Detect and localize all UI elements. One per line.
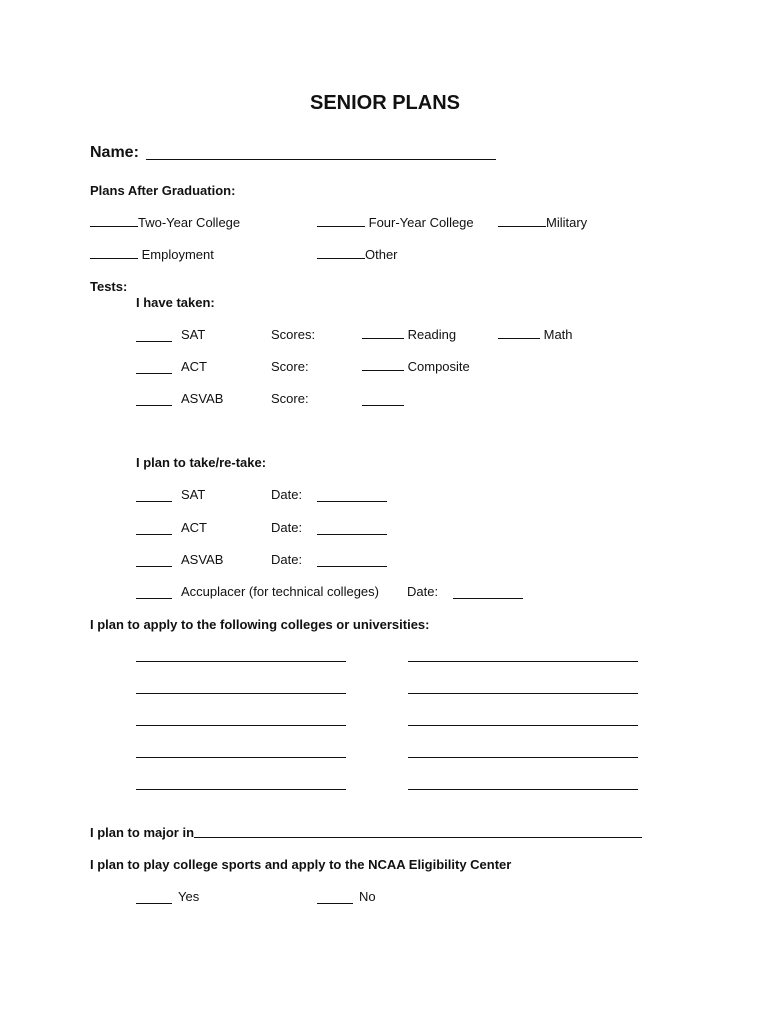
- act-plan-label: ACT: [181, 520, 207, 535]
- college-line-9[interactable]: [136, 789, 346, 790]
- act-date-blank[interactable]: [317, 523, 387, 535]
- composite-blank[interactable]: [362, 359, 404, 371]
- sat-date-blank[interactable]: [317, 490, 387, 502]
- asvab-score-blank[interactable]: [362, 394, 404, 406]
- asvab-score-label: Score:: [271, 391, 309, 406]
- major-field[interactable]: [194, 837, 642, 838]
- accuplacer-date-blank[interactable]: [453, 587, 523, 599]
- option-employment: [90, 247, 214, 262]
- sat-plan-blank[interactable]: [136, 490, 172, 502]
- two-year-label: Two-Year College: [138, 215, 241, 230]
- sat-scores-label: Scores:: [271, 327, 316, 342]
- accuplacer-plan-blank[interactable]: [136, 587, 172, 599]
- yes-label: Yes: [178, 889, 200, 904]
- employment-label: Employment: [141, 247, 214, 262]
- college-line-2[interactable]: [408, 661, 638, 662]
- college-line-4[interactable]: [408, 693, 638, 694]
- four-year-blank[interactable]: [317, 215, 365, 227]
- sat-date-label: Date:: [271, 487, 303, 502]
- act-plan-blank[interactable]: [136, 523, 172, 535]
- college-line-6[interactable]: [408, 725, 638, 726]
- military-blank[interactable]: [498, 215, 546, 227]
- major-label: I plan to major in: [90, 825, 195, 840]
- reading-blank[interactable]: [362, 327, 404, 339]
- plans-heading: Plans After Graduation:: [90, 183, 236, 198]
- act-taken-label: ACT: [181, 359, 207, 374]
- college-line-5[interactable]: [136, 725, 346, 726]
- accuplacer-label: Accuplacer (for technical colleges): [181, 584, 379, 599]
- composite-score: [362, 359, 470, 374]
- reading-score: [362, 327, 456, 342]
- college-line-3[interactable]: [136, 693, 346, 694]
- act-score-label: Score:: [271, 359, 309, 374]
- four-year-label: Four-Year College: [368, 215, 474, 230]
- sat-taken-blank[interactable]: [136, 330, 172, 342]
- math-label: Math: [543, 327, 573, 342]
- sports-heading: I plan to play college sports and apply to the NCAA Eligibility Center: [90, 857, 512, 872]
- asvab-date-blank[interactable]: [317, 555, 387, 567]
- colleges-heading: I plan to apply to the following colleges or universities:: [90, 617, 430, 632]
- military-label: Military: [546, 215, 588, 230]
- other-blank[interactable]: [317, 247, 365, 259]
- page-title: SENIOR PLANS: [309, 92, 461, 114]
- college-line-7[interactable]: [136, 757, 346, 758]
- asvab-plan-blank[interactable]: [136, 555, 172, 567]
- sat-plan-label: SAT: [181, 487, 206, 502]
- no-label: No: [359, 889, 376, 904]
- asvab-taken-blank[interactable]: [136, 394, 172, 406]
- college-line-1[interactable]: [136, 661, 346, 662]
- employment-blank[interactable]: [90, 247, 138, 259]
- asvab-plan-label: ASVAB: [181, 552, 224, 567]
- math-score: [498, 327, 573, 342]
- tests-heading: Tests:: [90, 279, 128, 294]
- accuplacer-date-label: Date:: [407, 584, 439, 599]
- option-other: [317, 247, 398, 262]
- sat-taken-label: SAT: [181, 327, 206, 342]
- reading-label: Reading: [407, 327, 457, 342]
- yes-blank[interactable]: [136, 892, 172, 904]
- plan-take-heading: I plan to take/re-take:: [136, 455, 267, 470]
- act-date-label: Date:: [271, 520, 303, 535]
- option-military: [498, 215, 587, 230]
- name-field[interactable]: [146, 159, 496, 160]
- asvab-date-label: Date:: [271, 552, 303, 567]
- college-line-10[interactable]: [408, 789, 638, 790]
- option-two-year: [90, 215, 240, 230]
- composite-label: Composite: [407, 359, 470, 374]
- math-blank[interactable]: [498, 327, 540, 339]
- name-label: Name:: [90, 144, 139, 161]
- two-year-blank[interactable]: [90, 215, 138, 227]
- option-four-year: [317, 215, 474, 230]
- no-blank[interactable]: [317, 892, 353, 904]
- asvab-taken-label: ASVAB: [181, 391, 224, 406]
- taken-heading: I have taken:: [136, 295, 215, 310]
- college-line-8[interactable]: [408, 757, 638, 758]
- act-taken-blank[interactable]: [136, 362, 172, 374]
- other-label: Other: [365, 247, 398, 262]
